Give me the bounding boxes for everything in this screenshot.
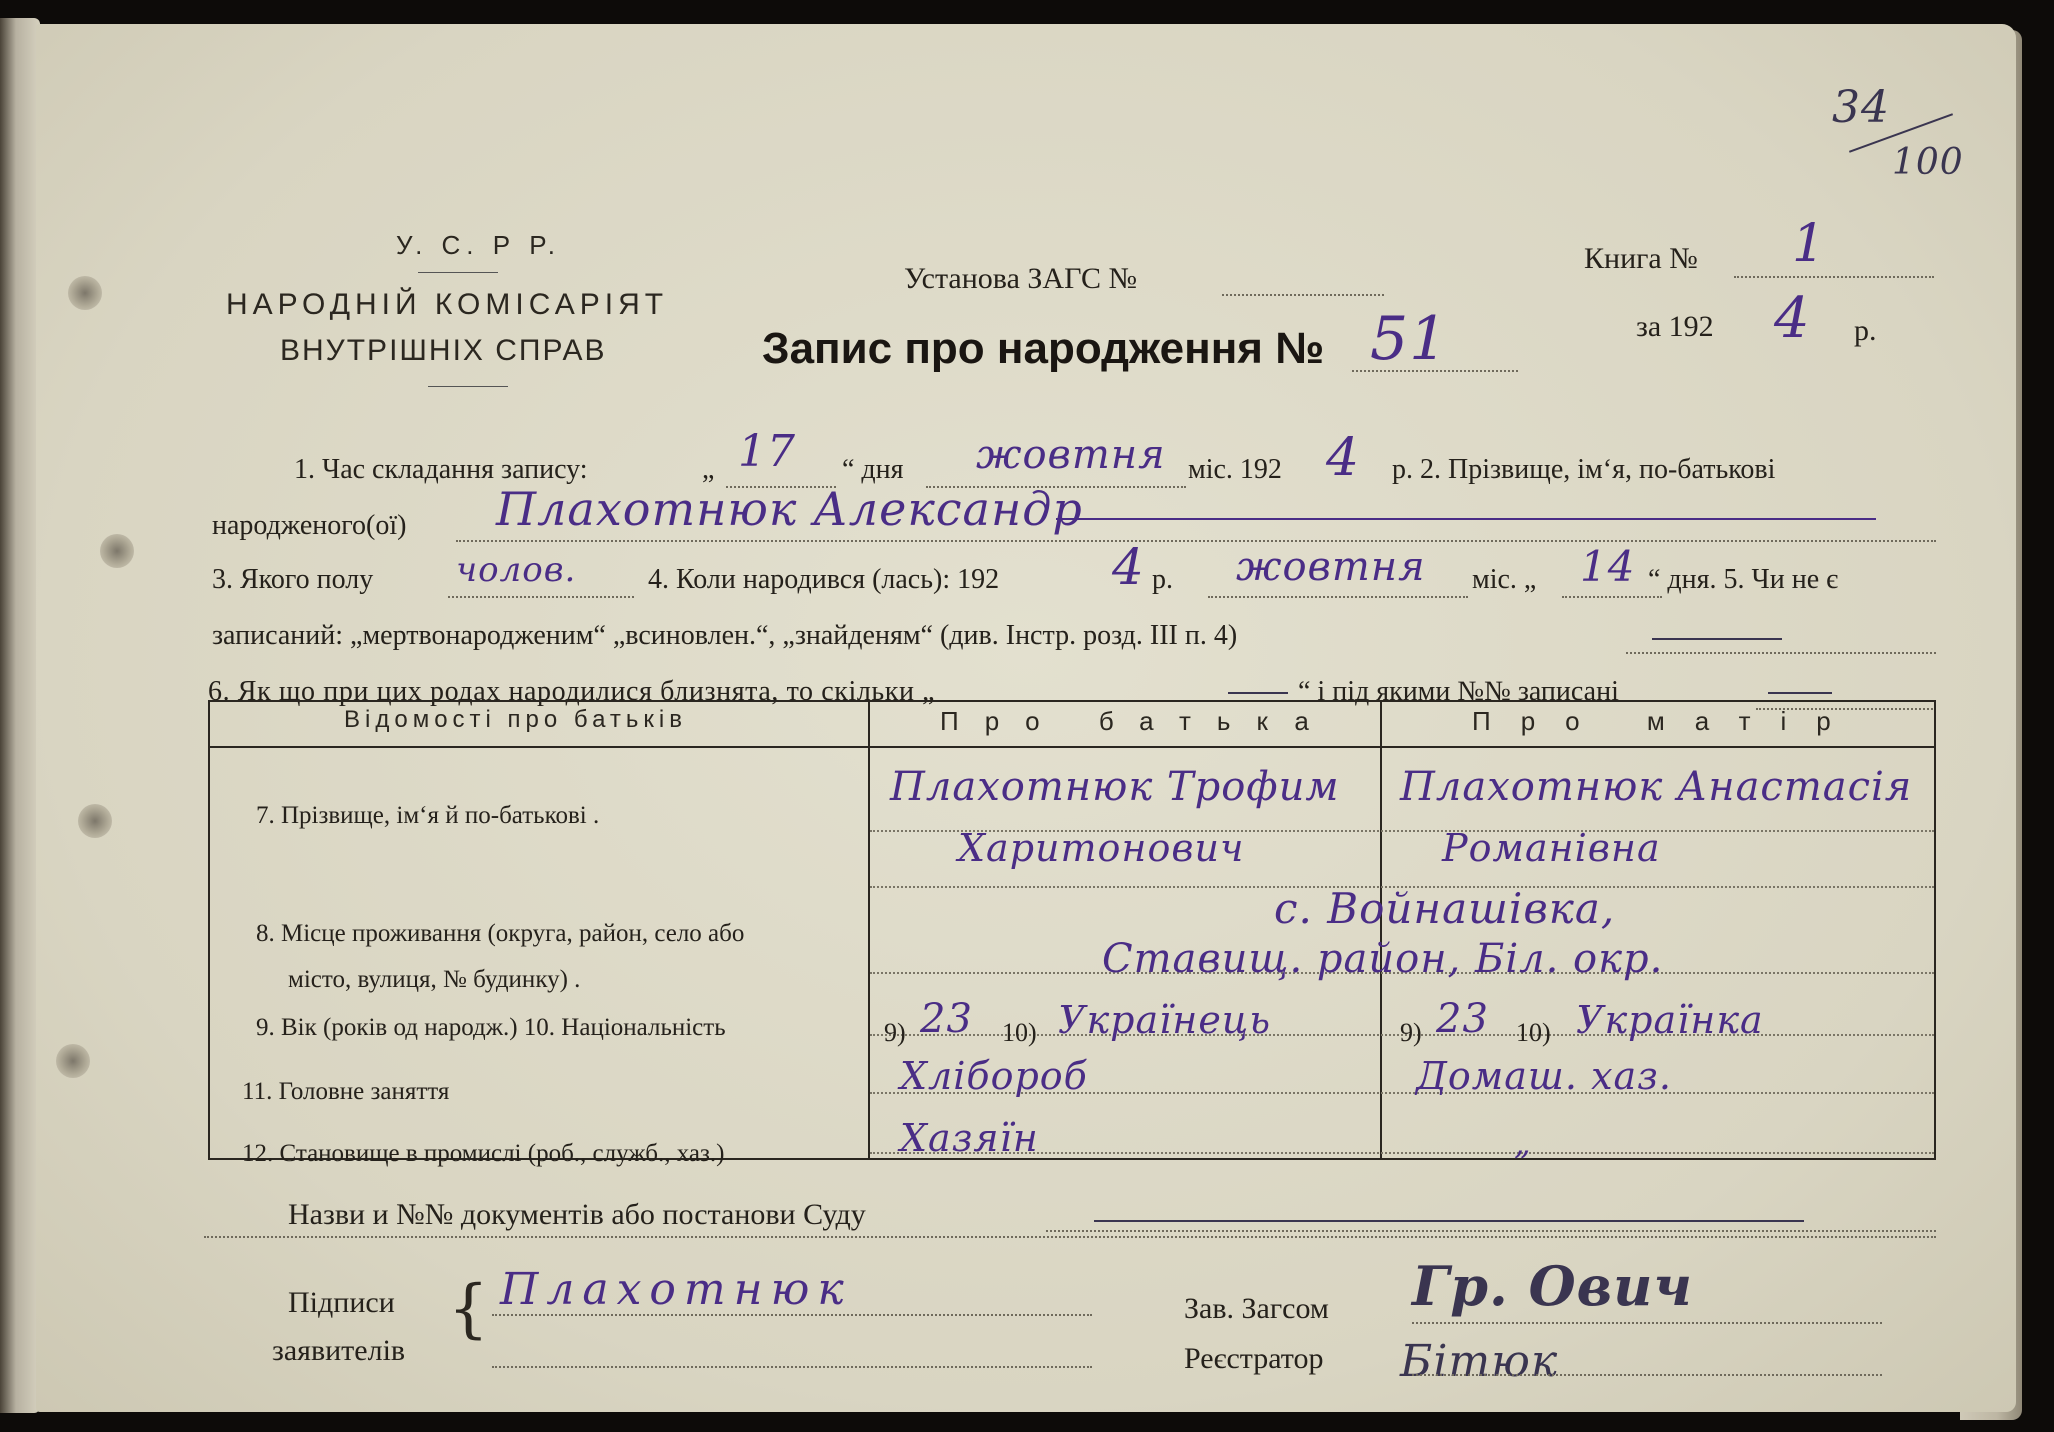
birth-month: жовтня <box>1236 544 1426 590</box>
mother-name: Плахотнюк Анастасія <box>1400 764 1913 810</box>
father-age: 23 <box>920 996 973 1042</box>
book-label: Книга № <box>1584 242 1698 275</box>
name-dash <box>1056 518 1876 520</box>
header-mother: Про матір <box>1472 706 1861 736</box>
birth-year-digit: 4 <box>1112 538 1145 596</box>
applicant-signature: Плахотнюк <box>500 1264 852 1315</box>
header-father: Про батька <box>940 706 1335 736</box>
head-label: Зав. Загсом <box>1184 1292 1329 1325</box>
record-number-line <box>1352 370 1518 372</box>
divider <box>428 386 508 387</box>
birth-day-line <box>1562 596 1662 598</box>
mother-occupation: Домаш. хаз. <box>1416 1054 1672 1098</box>
corner-folio-denominator: 100 <box>1892 142 1964 183</box>
applicant-sig-line-1 <box>492 1314 1092 1316</box>
sex-line <box>448 596 634 598</box>
table-right-border <box>1934 700 1936 1160</box>
line1-month-label: міс. 192 <box>1188 454 1282 485</box>
year-prefix: за 192 <box>1636 310 1714 343</box>
birth-month-line <box>1208 596 1468 598</box>
row-label-status: 12. Становище в промислі (роб., служб., хаз.) <box>242 1140 725 1167</box>
twins-count-dash <box>1228 692 1288 694</box>
corner-folio-number: 34 <box>1832 82 1890 133</box>
year-suffix: р. <box>1854 314 1877 347</box>
applicants-label-2: заявителів <box>272 1334 406 1367</box>
father-nationality: Українець <box>1058 998 1272 1042</box>
father-patronymic: Харитонович <box>958 826 1245 870</box>
mother-age: 23 <box>1436 996 1489 1042</box>
binding-hole <box>78 804 112 838</box>
divider <box>418 272 498 273</box>
stillborn-dash <box>1652 638 1782 640</box>
record-day: 17 <box>738 426 796 477</box>
father-occupation: Хлібороб <box>900 1054 1088 1098</box>
row-label-residence: 8. Місце проживання (округа, район, село або <box>256 920 745 947</box>
applicant-sig-line-2 <box>492 1366 1092 1368</box>
line1-open-quote: „ <box>702 454 715 485</box>
registrar-label: Реєстратор <box>1184 1342 1324 1375</box>
line3-rest: “ дня. 5. Чи не є <box>1648 564 1839 595</box>
twins-numbers-dash <box>1768 692 1832 694</box>
year-digit: 4 <box>1774 286 1811 351</box>
brace: { <box>448 1272 489 1346</box>
father-age-label: 9) <box>884 1018 906 1047</box>
left-page-edge <box>0 18 40 1413</box>
line1-close-quote: “ дня <box>842 454 904 485</box>
row-label-name: 7. Прізвище, ім‘я й по-батькові . <box>256 802 600 829</box>
mother-nationality: Українка <box>1576 998 1764 1042</box>
head-sig-line <box>1412 1322 1882 1324</box>
line4-fill <box>1626 652 1936 654</box>
registrar-signature: Бітюк <box>1400 1336 1559 1387</box>
line5-mid: “ і під якими №№ записані <box>1298 676 1619 707</box>
father-name: Плахотнюк Трофим <box>890 764 1340 810</box>
line3-label: 3. Якого полу <box>212 564 374 595</box>
documents-label: Назви и №№ документів або постанови Суду <box>288 1198 866 1231</box>
mother-nationality-label: 10) <box>1516 1018 1551 1047</box>
table-header-rule <box>208 746 1936 748</box>
header-parent-info: Відомості про батьків <box>344 706 687 733</box>
line2-label: народженого(ої) <box>212 510 407 541</box>
table-top-border <box>208 700 1936 702</box>
residence-village: с. Войнашівка, <box>1274 884 1616 933</box>
mother-patronymic: Романівна <box>1442 826 1661 870</box>
documents-line <box>1046 1230 1936 1232</box>
binding-hole <box>56 1044 90 1078</box>
row-label-residence-2: місто, вулиця, № будинку) . <box>288 966 581 993</box>
father-status: Хазяїн <box>900 1116 1039 1160</box>
residence-district: Ставищ. район, Біл. окр. <box>1102 936 1664 982</box>
book-number-line <box>1734 276 1934 278</box>
commissariat-label: НАРОДНІЙ КОМІСАРІЯТ <box>226 288 669 321</box>
book-number: 1 <box>1792 214 1827 274</box>
row-label-age-nationality: 9. Вік (років од народж.) 10. Національність <box>256 1014 726 1041</box>
child-name: Плахотнюк Александр <box>496 482 1083 536</box>
birth-day: 14 <box>1580 542 1636 591</box>
record-title: Запис про народження № <box>762 324 1325 373</box>
institution-label: Установа ЗАГС № <box>904 262 1138 295</box>
binding-hole <box>100 534 134 568</box>
institution-number-line <box>1222 294 1384 296</box>
line1-label: 1. Час складання запису: <box>294 454 588 485</box>
birth-record-page <box>36 24 2016 1412</box>
child-sex: чолов. <box>456 550 577 590</box>
record-number: 51 <box>1370 304 1449 374</box>
head-signature: Гр. Ович <box>1412 1254 1694 1318</box>
affairs-label: ВНУТРІШНІХ СПРАВ <box>280 334 607 367</box>
table-col-divider <box>868 700 870 1160</box>
record-year-digit: 4 <box>1326 428 1361 488</box>
binding-hole <box>68 276 102 310</box>
line3-born-r: р. <box>1152 564 1173 595</box>
mother-age-label: 9) <box>1400 1018 1422 1047</box>
line3-born-label: 4. Коли народився (лась): 192 <box>648 564 1000 595</box>
name-line <box>456 540 1936 542</box>
line1-rest: р. 2. Прізвище, ім‘я, по-батькові <box>1392 454 1776 485</box>
section-divider <box>204 1236 1936 1238</box>
record-month: жовтня <box>976 432 1166 478</box>
line3-month-label: міс. „ <box>1472 564 1537 595</box>
mother-status: „ <box>1514 1124 1532 1162</box>
applicants-label-1: Підписи <box>288 1286 395 1319</box>
republic-label: У. С. Р Р. <box>396 230 561 260</box>
line5-label: 6. Як що при цих родах народилися близнята, то скільки „ <box>208 676 936 707</box>
line4-text: записаний: „мертвонародженим“ „всиновлен.“, „знайденям“ (див. Інстр. розд. III п. 4) <box>212 620 1238 651</box>
table-left-border <box>208 700 210 1160</box>
row-label-occupation: 11. Головне заняття <box>242 1078 450 1105</box>
father-nationality-label: 10) <box>1002 1018 1037 1047</box>
registrar-sig-line <box>1412 1374 1882 1376</box>
documents-dash <box>1094 1220 1804 1222</box>
